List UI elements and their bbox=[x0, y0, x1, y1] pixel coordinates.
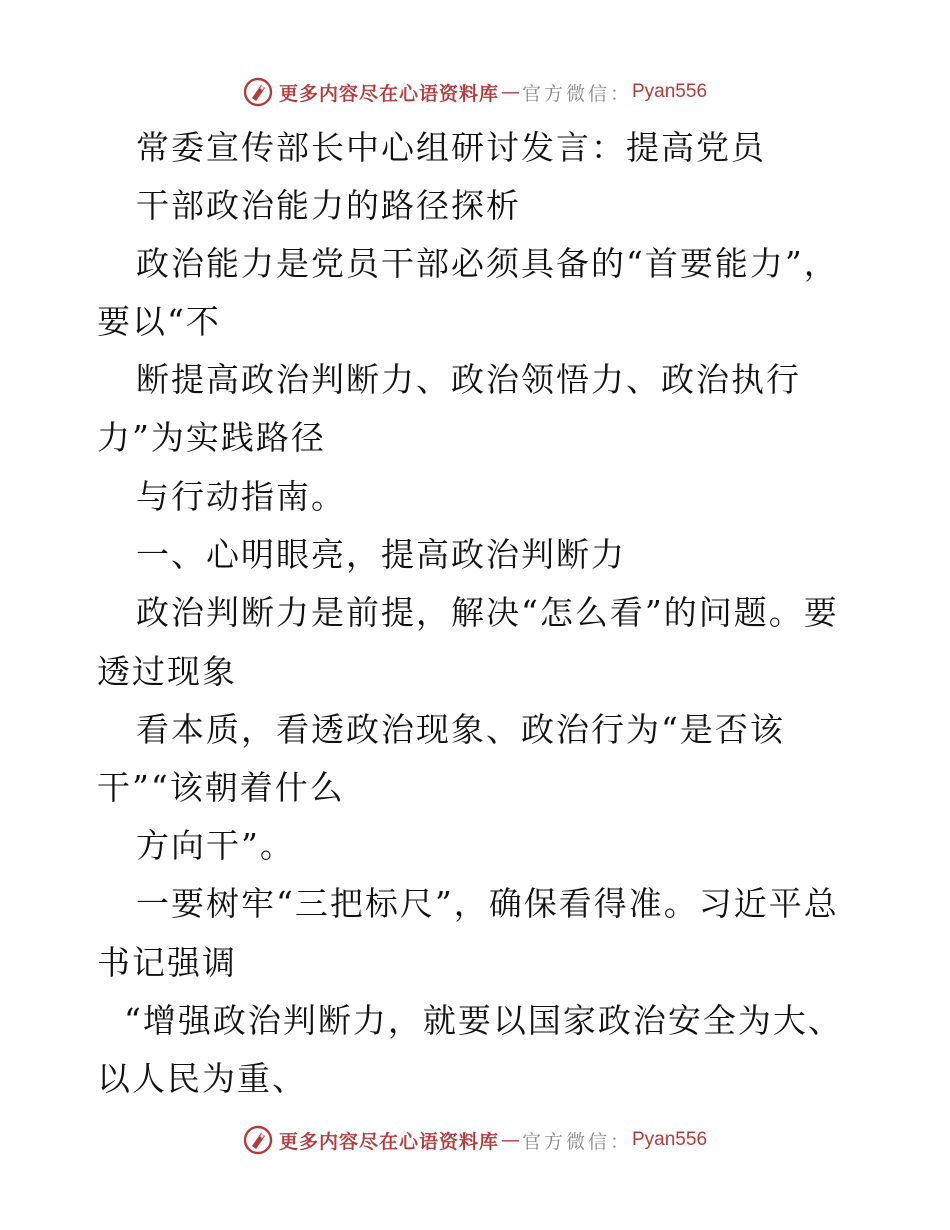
watermark-id: Pyan556 bbox=[632, 1129, 708, 1150]
paragraph-line: 断提高政治判断力、政治领悟力、政治执行 bbox=[136, 360, 801, 399]
paragraph-line: 透过现象 bbox=[97, 652, 237, 691]
title-line-2: 干部政治能力的路径探析 bbox=[136, 186, 521, 225]
paragraph-line: 政治能力是党员干部必须具备的“首要能力”， bbox=[136, 244, 839, 283]
watermark-main-text: 更多内容尽在心语资料库 bbox=[278, 82, 499, 105]
paragraph-line: 一要树牢“三把标尺”，确保看得准。习近平总 bbox=[136, 884, 839, 923]
watermark-label: 官方微信： bbox=[521, 1130, 632, 1153]
pen-nib-circle-icon bbox=[243, 77, 273, 107]
paragraph-line: 要以“不 bbox=[97, 302, 221, 341]
paragraph-line: 与行动指南。 bbox=[136, 477, 346, 516]
footer-watermark bbox=[0, 1120, 950, 1160]
paragraph-line: 干”“该朝着什么 bbox=[97, 768, 345, 807]
paragraph-line: 书记强调 bbox=[97, 943, 237, 982]
paragraph-line: 看本质，看透政治现象、政治行为“是否该 bbox=[136, 710, 785, 749]
paragraph-line: 方向干”。 bbox=[136, 826, 295, 865]
paragraph-line: “增强政治判断力，就要以国家政治安全为大、 bbox=[124, 1001, 843, 1040]
section-heading: 一、心明眼亮，提高政治判断力 bbox=[136, 535, 626, 574]
header-watermark bbox=[0, 72, 950, 112]
watermark-dash: — bbox=[500, 1129, 520, 1151]
title-line-1: 常委宣传部长中心组研讨发言：提高党员 bbox=[136, 128, 766, 167]
paragraph-line: 以人民为重、 bbox=[97, 1059, 307, 1098]
watermark-label: 官方微信： bbox=[521, 82, 632, 105]
pen-nib-circle-icon bbox=[243, 1125, 273, 1155]
watermark-main-text: 更多内容尽在心语资料库 bbox=[278, 1130, 499, 1153]
paragraph-line: 力”为实践路径 bbox=[97, 418, 326, 457]
watermark-id: Pyan556 bbox=[632, 81, 708, 102]
paragraph-line: 政治判断力是前提，解决“怎么看”的问题。要 bbox=[136, 593, 839, 632]
watermark-dash: — bbox=[500, 81, 520, 103]
